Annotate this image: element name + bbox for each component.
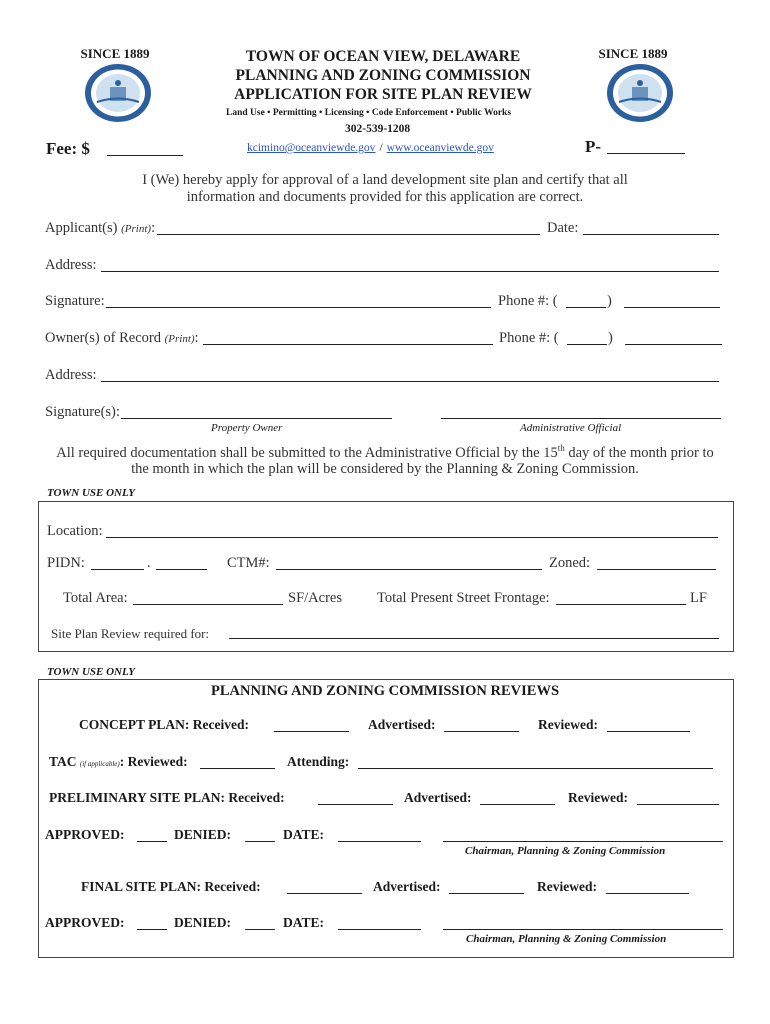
website-link[interactable]: www.oceanviewde.gov xyxy=(386,142,494,154)
applicant-address-field[interactable] xyxy=(101,271,719,272)
tac-attending-label: Attending: xyxy=(287,754,350,769)
since-left: SINCE 1889 xyxy=(80,46,150,61)
applicant-colon: : xyxy=(151,220,156,236)
applicant-signature-field[interactable] xyxy=(106,307,491,308)
total-area-field[interactable] xyxy=(133,604,283,605)
applicant-label: Applicant(s) xyxy=(45,220,118,236)
title-line-1: TOWN OF OCEAN VIEW, DELAWARE xyxy=(245,48,521,65)
final-date-label: DATE: xyxy=(283,915,325,930)
applicant-print-note: (Print) xyxy=(121,223,152,235)
tac-attending-field[interactable] xyxy=(358,768,713,769)
owner-phone-field[interactable] xyxy=(625,344,722,345)
owner-signature-label: Signature(s): xyxy=(45,404,120,420)
final-reviewed-field[interactable] xyxy=(606,893,689,894)
fee-label: Fee: $ xyxy=(46,139,90,158)
frontage-label: Total Present Street Frontage: xyxy=(377,590,550,606)
lf-label: LF xyxy=(690,590,707,606)
owner-signature-field[interactable] xyxy=(121,418,392,419)
owner-address-label: Address: xyxy=(45,367,97,383)
final-denied-field[interactable] xyxy=(245,929,275,930)
tac-reviewed-label: : Reviewed: xyxy=(119,754,188,769)
town-use-heading-1: TOWN USE ONLY xyxy=(47,487,136,499)
location-label: Location: xyxy=(47,523,103,539)
prelim-approved-label: APPROVED: xyxy=(45,827,125,842)
concept-received-label: CONCEPT PLAN: Received: xyxy=(79,717,249,732)
phone-number: 302-539-1208 xyxy=(345,123,411,135)
admin-official-caption: Administrative Official xyxy=(520,422,622,434)
prelim-date-label: DATE: xyxy=(283,827,325,842)
email-link[interactable]: kcimino@oceanviewde.gov xyxy=(247,142,376,154)
property-owner-caption: Property Owner xyxy=(211,422,283,434)
final-reviewed-label: Reviewed: xyxy=(537,879,597,894)
final-received-label: FINAL SITE PLAN: Received: xyxy=(81,879,261,894)
tac-label: TAC xyxy=(49,754,77,769)
applicant-phone-close: ) xyxy=(607,293,612,309)
concept-advertised-field[interactable] xyxy=(444,731,519,732)
concept-advertised-label: Advertised: xyxy=(368,717,436,732)
tac-reviewed-field[interactable] xyxy=(200,768,275,769)
concept-reviewed-label: Reviewed: xyxy=(538,717,598,732)
zoned-field[interactable] xyxy=(597,569,716,570)
services-line: Land Use • Permitting • Licensing • Code Enforcement • Public Works xyxy=(226,108,512,118)
owner-name-field[interactable] xyxy=(203,344,493,345)
zoned-label: Zoned: xyxy=(549,555,591,571)
prelim-reviewed-field[interactable] xyxy=(637,804,719,805)
owner-address-field[interactable] xyxy=(101,381,719,382)
owner-phone-close: ) xyxy=(608,330,613,346)
review-required-label: Site Plan Review required for: xyxy=(51,626,210,641)
tac-note: (if applicable) xyxy=(79,760,120,768)
intro-line-1: I (We) hereby apply for approval of a land development site plan and certify that all xyxy=(142,172,628,188)
pidn-field-1[interactable] xyxy=(91,569,144,570)
pidn-field-2[interactable] xyxy=(156,569,207,570)
concept-received-field[interactable] xyxy=(274,731,349,732)
prelim-received-field[interactable] xyxy=(318,804,393,805)
final-approved-label: APPROVED: xyxy=(45,915,125,930)
prelim-chairman-signature-field[interactable] xyxy=(443,841,723,842)
concept-reviewed-field[interactable] xyxy=(607,731,690,732)
notice-line-2: the month in which the plan will be considered by the Planning & Zoning Commission. xyxy=(131,461,639,477)
applicant-phone-label: Phone #: ( xyxy=(498,293,558,309)
date-field[interactable] xyxy=(583,234,719,235)
owner-phone-area-field[interactable] xyxy=(567,344,607,345)
title-line-3: APPLICATION FOR SITE PLAN REVIEW xyxy=(234,86,532,103)
final-advertised-label: Advertised: xyxy=(373,879,441,894)
prelim-approved-field[interactable] xyxy=(137,841,167,842)
town-use-heading-2: TOWN USE ONLY xyxy=(47,666,136,678)
sf-acres-label: SF/Acres xyxy=(288,590,342,606)
final-approved-field[interactable] xyxy=(137,929,167,930)
prelim-denied-field[interactable] xyxy=(245,841,275,842)
link-separator: / xyxy=(379,142,383,154)
final-date-field[interactable] xyxy=(338,929,421,930)
prelim-advertised-label: Advertised: xyxy=(404,790,472,805)
town-seal-left xyxy=(83,62,153,129)
applicant-name-field[interactable] xyxy=(157,234,540,235)
review-required-field[interactable] xyxy=(229,638,719,639)
prelim-chairman-caption: Chairman, Planning & Zoning Commission xyxy=(465,845,666,857)
admin-signature-field[interactable] xyxy=(441,418,721,419)
prelim-date-field[interactable] xyxy=(338,841,421,842)
location-field[interactable] xyxy=(106,537,718,538)
owner-colon: : xyxy=(194,330,199,346)
pidn-dot: . xyxy=(147,555,151,571)
prelim-received-label: PRELIMINARY SITE PLAN: Received: xyxy=(49,790,285,805)
prelim-denied-label: DENIED: xyxy=(174,827,232,842)
applicant-phone-field[interactable] xyxy=(624,307,720,308)
prelim-reviewed-label: Reviewed: xyxy=(568,790,628,805)
final-advertised-field[interactable] xyxy=(449,893,524,894)
owner-label: Owner(s) of Record xyxy=(45,330,161,346)
p-number-label: P- xyxy=(585,137,602,156)
town-seal-right xyxy=(605,62,675,129)
total-area-label: Total Area: xyxy=(63,590,128,606)
title-line-2: PLANNING AND ZONING COMMISSION xyxy=(235,67,531,84)
final-chairman-signature-field[interactable] xyxy=(443,929,723,930)
ctm-field[interactable] xyxy=(276,569,542,570)
since-right: SINCE 1889 xyxy=(598,46,668,61)
intro-line-2: information and documents provided for this application are correct. xyxy=(186,189,584,205)
seal-icon xyxy=(83,62,153,124)
final-received-field[interactable] xyxy=(287,893,362,894)
fee-field[interactable] xyxy=(107,155,183,156)
frontage-field[interactable] xyxy=(556,604,686,605)
pidn-label: PIDN: xyxy=(47,555,85,571)
final-denied-label: DENIED: xyxy=(174,915,232,930)
date-label: Date: xyxy=(547,220,579,236)
p-number-field[interactable] xyxy=(607,153,685,154)
notice-line-1: All required documentation shall be submitted to the Administrative Official by the 15th day of the month prior to xyxy=(56,443,714,461)
applicant-phone-area-field[interactable] xyxy=(566,307,606,308)
owner-print-note: (Print) xyxy=(164,333,195,345)
applicant-signature-label: Signature: xyxy=(45,293,105,309)
reviews-title: PLANNING AND ZONING COMMISSION REVIEWS xyxy=(210,683,560,699)
ctm-label: CTM#: xyxy=(227,555,270,571)
owner-phone-label: Phone #: ( xyxy=(499,330,559,346)
final-chairman-caption: Chairman, Planning & Zoning Commission xyxy=(466,933,667,945)
applicant-address-label: Address: xyxy=(45,257,97,273)
prelim-advertised-field[interactable] xyxy=(480,804,555,805)
seal-icon xyxy=(605,62,675,124)
